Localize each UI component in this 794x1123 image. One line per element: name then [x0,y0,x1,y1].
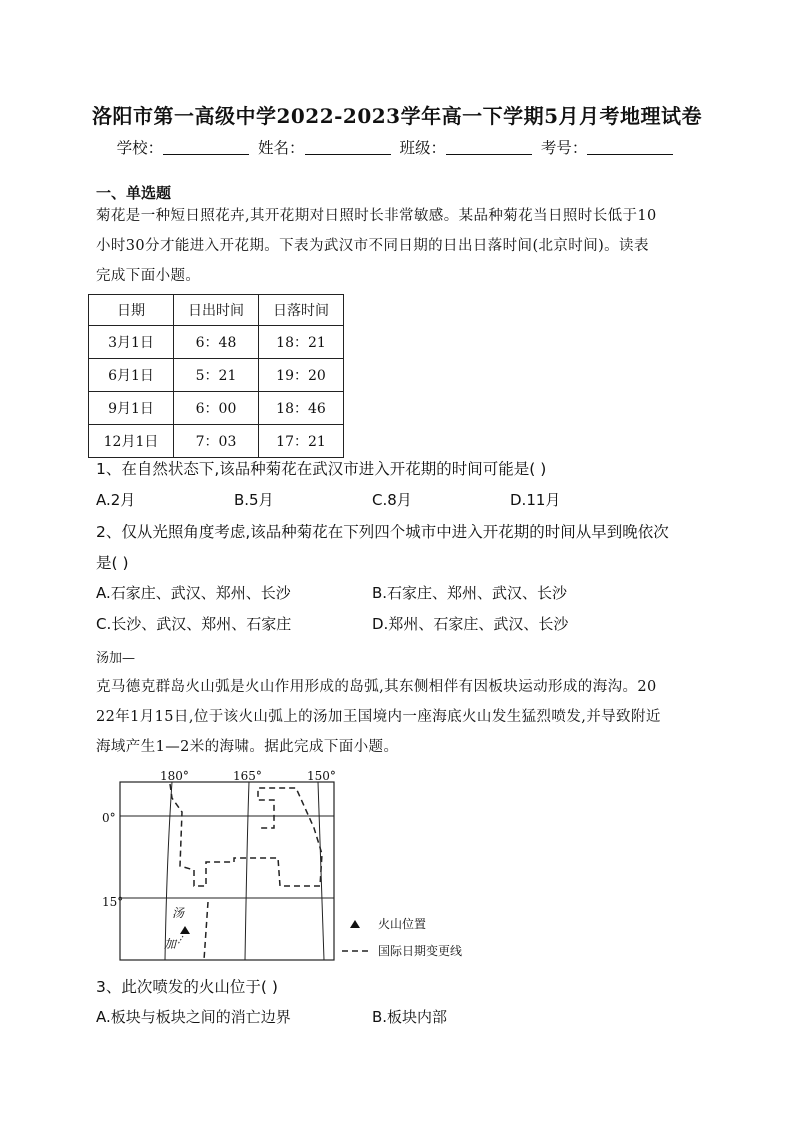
exam-no-blank[interactable] [587,140,673,155]
header-sunrise: 日出时间 [174,295,259,326]
passage-2-line: 海域产生1—2米的海啸。据此完成下面小题。 [96,739,399,755]
island-dots [178,936,183,944]
q2-option-b[interactable]: B.石家庄、郑州、武汉、长沙 [372,584,568,602]
question-1-stem: 1、在自然状态下,该品种菊花在武汉市进入开花期的时间可能是( ) [96,460,547,478]
tonga-map [102,769,500,965]
lon-label-165: 165° [233,769,262,783]
passage-1 [96,201,700,291]
table-cell: 7：03 [174,425,259,458]
school-label: 学校： [116,139,164,157]
table-cell: 17：21 [259,425,344,458]
place-label-tang: 汤 [172,906,185,920]
class-label: 班级： [399,139,446,157]
lon-label-150: 150° [307,769,336,783]
question-2-stem: 2、仅从光照角度考虑,该品种菊花在下列四个城市中进入开花期的时间从早到晚依次 [96,523,669,541]
page-title: 洛阳市第一高级中学2022-2023学年高一下学期5月月考地理试卷 [91,104,703,128]
table-cell: 9月1日 [89,392,174,425]
lat-label-15: 15° [102,895,124,909]
q1-option-c[interactable]: C.8月 [372,491,412,509]
name-label: 姓名： [258,139,305,157]
map-frame [120,782,334,960]
legend-dateline-label: 国际日期变更线 [378,944,463,958]
q2-option-a[interactable]: A.石家庄、武汉、郑州、长沙 [96,584,291,602]
passage-1-line: 完成下面小题。 [96,268,201,284]
q3-option-a[interactable]: A.板块与板块之间的消亡边界 [96,1008,291,1026]
table-cell: 12月1日 [89,425,174,458]
table-cell: 6：00 [174,392,259,425]
passage-2-line: 克马德克群岛火山弧是火山作用形成的岛弧,其东侧相伴有因板块运动形成的海沟。20 [96,679,657,695]
school-blank[interactable] [163,140,249,155]
header-sunset: 日落时间 [259,295,344,326]
q1-option-b[interactable]: B.5月 [234,491,274,509]
legend-volcano-label: 火山位置 [378,917,427,931]
table-cell: 6月1日 [89,359,174,392]
passage-2 [96,672,700,762]
table-cell: 18：46 [259,392,344,425]
q2-option-d[interactable]: D.郑州、石家庄、武汉、长沙 [372,615,569,633]
table-header-row [89,295,344,326]
table-cell: 5：21 [174,359,259,392]
table-cell: 18：21 [259,326,344,359]
meridian-180 [165,782,172,960]
q1-option-a[interactable]: A.2月 [96,491,136,509]
table-row [89,392,344,425]
passage-1-line: 菊花是一种短日照花卉,其开花期对日照时长非常敏感。某品种菊花当日照时长低于10 [96,208,657,224]
q2-option-c[interactable]: C.长沙、武汉、郑州、石家庄 [96,615,292,633]
table-cell: 3月1日 [89,326,174,359]
legend-volcano-icon [350,920,360,928]
lon-label-180: 180° [160,769,189,783]
date-line [170,784,322,960]
question-2-stem-cont: 是( ) [96,554,129,572]
section-heading: 一、单选题 [96,184,172,202]
name-blank[interactable] [305,140,391,155]
tonga-label: 汤加— [96,651,136,666]
q1-option-d[interactable]: D.11月 [510,491,561,509]
student-info-line [0,136,794,158]
question-3-stem: 3、此次喷发的火山位于( ) [96,978,278,996]
sunrise-sunset-table [88,294,344,458]
place-label-jia: 加 [164,937,177,951]
exam-no-label: 考号： [540,139,588,157]
table-row [89,326,344,359]
lat-label-0: 0° [102,811,116,825]
table-cell: 6：48 [174,326,259,359]
q3-option-b[interactable]: B.板块内部 [372,1008,448,1026]
volcano-icon [180,926,190,934]
table-cell: 19：20 [259,359,344,392]
meridian-165 [245,782,249,960]
table-row [89,425,344,458]
passage-1-line: 小时30分才能进入开花期。下表为武汉市不同日期的日出日落时间(北京时间)。读表 [96,238,649,254]
header-date: 日期 [89,295,174,326]
table-row [89,359,344,392]
passage-2-line: 22年1月15日,位于该火山弧上的汤加王国境内一座海底火山发生猛烈喷发,并导致附近 [96,709,661,725]
class-blank[interactable] [446,140,532,155]
